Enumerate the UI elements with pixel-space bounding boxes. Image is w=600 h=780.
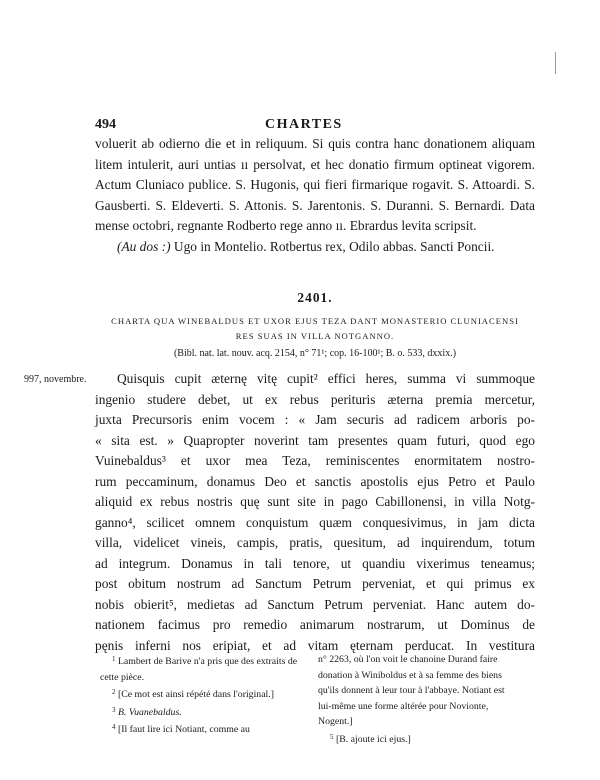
body-line: ingenio studere debet, ut ex rebus perituris æterna premia mercetur, — [95, 391, 535, 407]
footnote-number: 1 — [112, 655, 116, 663]
footnote — [100, 652, 300, 685]
body-line: ganno⁴, scilicet omnem conquistum quæm conquesivimus, in jam dicta — [95, 514, 535, 530]
running-head-title: CHARTES — [265, 117, 343, 132]
body-line: Vuinebaldus³ et uxor mea Teza, reminiscentes enormitatem nostro- — [95, 453, 535, 468]
endorsement-label: (Au dos :) — [117, 239, 171, 254]
footnote-number: 5 — [330, 732, 334, 741]
paragraph-2 — [95, 237, 535, 258]
endorsement-text: Ugo in Montelio. Rotbertus rex, Odilo abbas. Sancti Poncii. — [173, 239, 495, 254]
footnote-text: [Ce mot est ainsi répété dans l'original.] — [117, 689, 274, 700]
body-line: pęnis inferni nos eripiat, et ad vitam ęternam perducat. In vestitura — [95, 637, 535, 653]
footnote-number: 3 — [112, 705, 116, 714]
body-line: villa, videlicet vineis, campis, pratis, quesitum, ad inquirendum, totum — [95, 535, 535, 550]
source-reference: (Bibl. nat. lat. nouv. acq. 2154, n° 71¹; cop. 16-100¹; B. o. 533, dxxix.) — [173, 348, 457, 359]
footnote — [100, 703, 300, 721]
footnote-text: [Il faut lire ici Notiant, comme au — [117, 724, 250, 735]
charter-body — [95, 369, 535, 656]
charter-number: 2401. — [297, 290, 333, 305]
footnote-number: 2 — [112, 688, 116, 696]
charter-heading-line-2: RES SUAS IN VILLA NOTGANNO. — [235, 331, 395, 341]
body-line: rum peccaminum, donamus Deo et sanctis apostolis ejus Petro et Paulo — [95, 473, 535, 489]
footnotes-left-column — [100, 652, 300, 738]
body-line: Quisquis cupit æternę vitę cupit² effici heres, summa vi summoque — [117, 371, 535, 386]
body-line: ad integrum. Donamus in tali tenore, ut quandiu vixerimus teneamus; — [95, 555, 535, 571]
paragraph-1: voluerit ab odierno die et in reliquum. Si quis contra hanc donationem aliquam litem intulerit, auri untias ıı persolvat, et hec donatio firmum optineat vigorem. Actum Cluniaco publice. S. Hugonis, qui fieri firmarique rogavit. S. Attoardi. S. Gausberti. S. Eldeverti. S. Attonis. S. Jarentonis. S. Duranni. S. Bernardi. Data mense octobri, regnante Rodberto rege anno ıı. Ebrardus levita scripsit. — [95, 136, 535, 234]
body-line: juxta Precursoris enim vocem : « Jam securis ad radicem arboris po- — [95, 412, 535, 427]
footnote-continuation: n° 2263, où l'on voit le chanoine Durand faire donation à Winiboldus et à sa femme des biens qu'ils donnent à leur tour à l'abbaye. Notiant est lui-même une forme altérée pour Novionte, Nogent.] — [318, 654, 505, 727]
footnote — [100, 720, 300, 738]
running-head — [95, 117, 535, 135]
footnote — [100, 685, 300, 703]
footnote-text: Lambert de Barive n'a pris que des extraits de cette pièce. — [100, 656, 298, 683]
footnote-text: [B. ajoute ici ejus.] — [335, 733, 411, 745]
page-number: 494 — [95, 117, 116, 132]
margin-date: 997, novembre. — [24, 374, 87, 385]
body-line: nobis obierit⁵, medietas ad Sanctum Petrum perveniat. Hanc autem do- — [95, 596, 535, 612]
charter-heading — [95, 314, 535, 344]
footnote-number: 4 — [112, 723, 116, 731]
body-line: post obitum nostrum ad Sanctum Petrum perveniat, et qui primus ex — [95, 576, 535, 591]
footnote-text: B. Vuanebaldus. — [117, 706, 182, 718]
body-line: « sita est. » Quapropter noverint tam presentes quam futuri, quod ego — [95, 432, 535, 448]
body-line: aliquid ex rebus nostris quę sunt site in pago Cabillonensi, in villa Notg- — [95, 494, 535, 509]
charter-heading-line-1: CHARTA QUA WINEBALDUS ET UXOR EJUS TEZA DANT MONASTERIO CLUNIACENSI — [111, 316, 519, 326]
page-edge-mark — [555, 52, 556, 74]
footnotes-right-column — [318, 652, 518, 747]
body-line: nationem facimus pro remedio animarum nostrarum, ut Dominus de — [95, 617, 535, 632]
footnote — [318, 730, 518, 748]
